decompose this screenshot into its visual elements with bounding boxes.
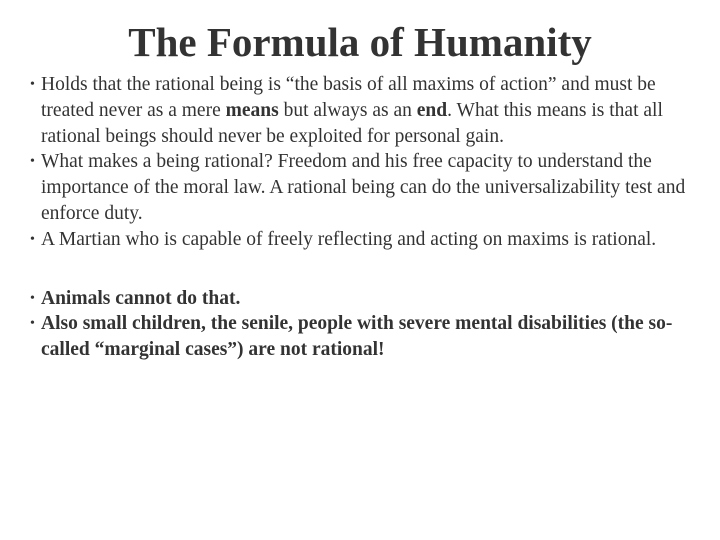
bullet-list	[30, 72, 698, 363]
bullet-item-marginal-cases	[30, 311, 698, 363]
slide-title: The Formula of Humanity	[128, 19, 592, 65]
bullet-bold-end: end	[416, 99, 448, 121]
bullet-item-animals	[30, 286, 698, 312]
bullet-dot-icon: •	[30, 290, 35, 306]
bullet-item-martian	[30, 227, 698, 253]
bullet-dot-icon: •	[30, 231, 35, 247]
bullet-spacer	[30, 253, 698, 286]
bullet-dot-icon: •	[30, 316, 35, 332]
bullet-item-rationality	[30, 149, 698, 226]
bullet-text: Animals cannot do that.	[41, 287, 241, 309]
bullet-text-segment: . What this means is that all rational beings should never be exploited for personal gain.	[41, 99, 663, 147]
bullet-item-formula	[30, 72, 698, 149]
bullet-dot-icon: •	[30, 154, 35, 170]
bullet-text: Also small children, the senile, people with severe mental disabilities (the so-called “marginal cases”) are not rational!	[41, 313, 673, 361]
bullet-dot-icon: •	[30, 77, 35, 92]
bullet-text-segment: Holds that the rational being is “the basis of all maxims of action” and must be treated never as a mere	[41, 74, 656, 121]
bullet-text: What makes a being rational? Freedom and his free capacity to understand the importance of the moral law. A rational being can do the universalizability test and enforce duty.	[41, 151, 686, 224]
bullet-text	[41, 72, 698, 149]
bullet-text-segment: but always as an	[278, 99, 417, 121]
bullet-text: A Martian who is capable of freely reflecting and acting on maxims is rational.	[41, 228, 657, 250]
bullet-bold-means: means	[225, 99, 279, 121]
